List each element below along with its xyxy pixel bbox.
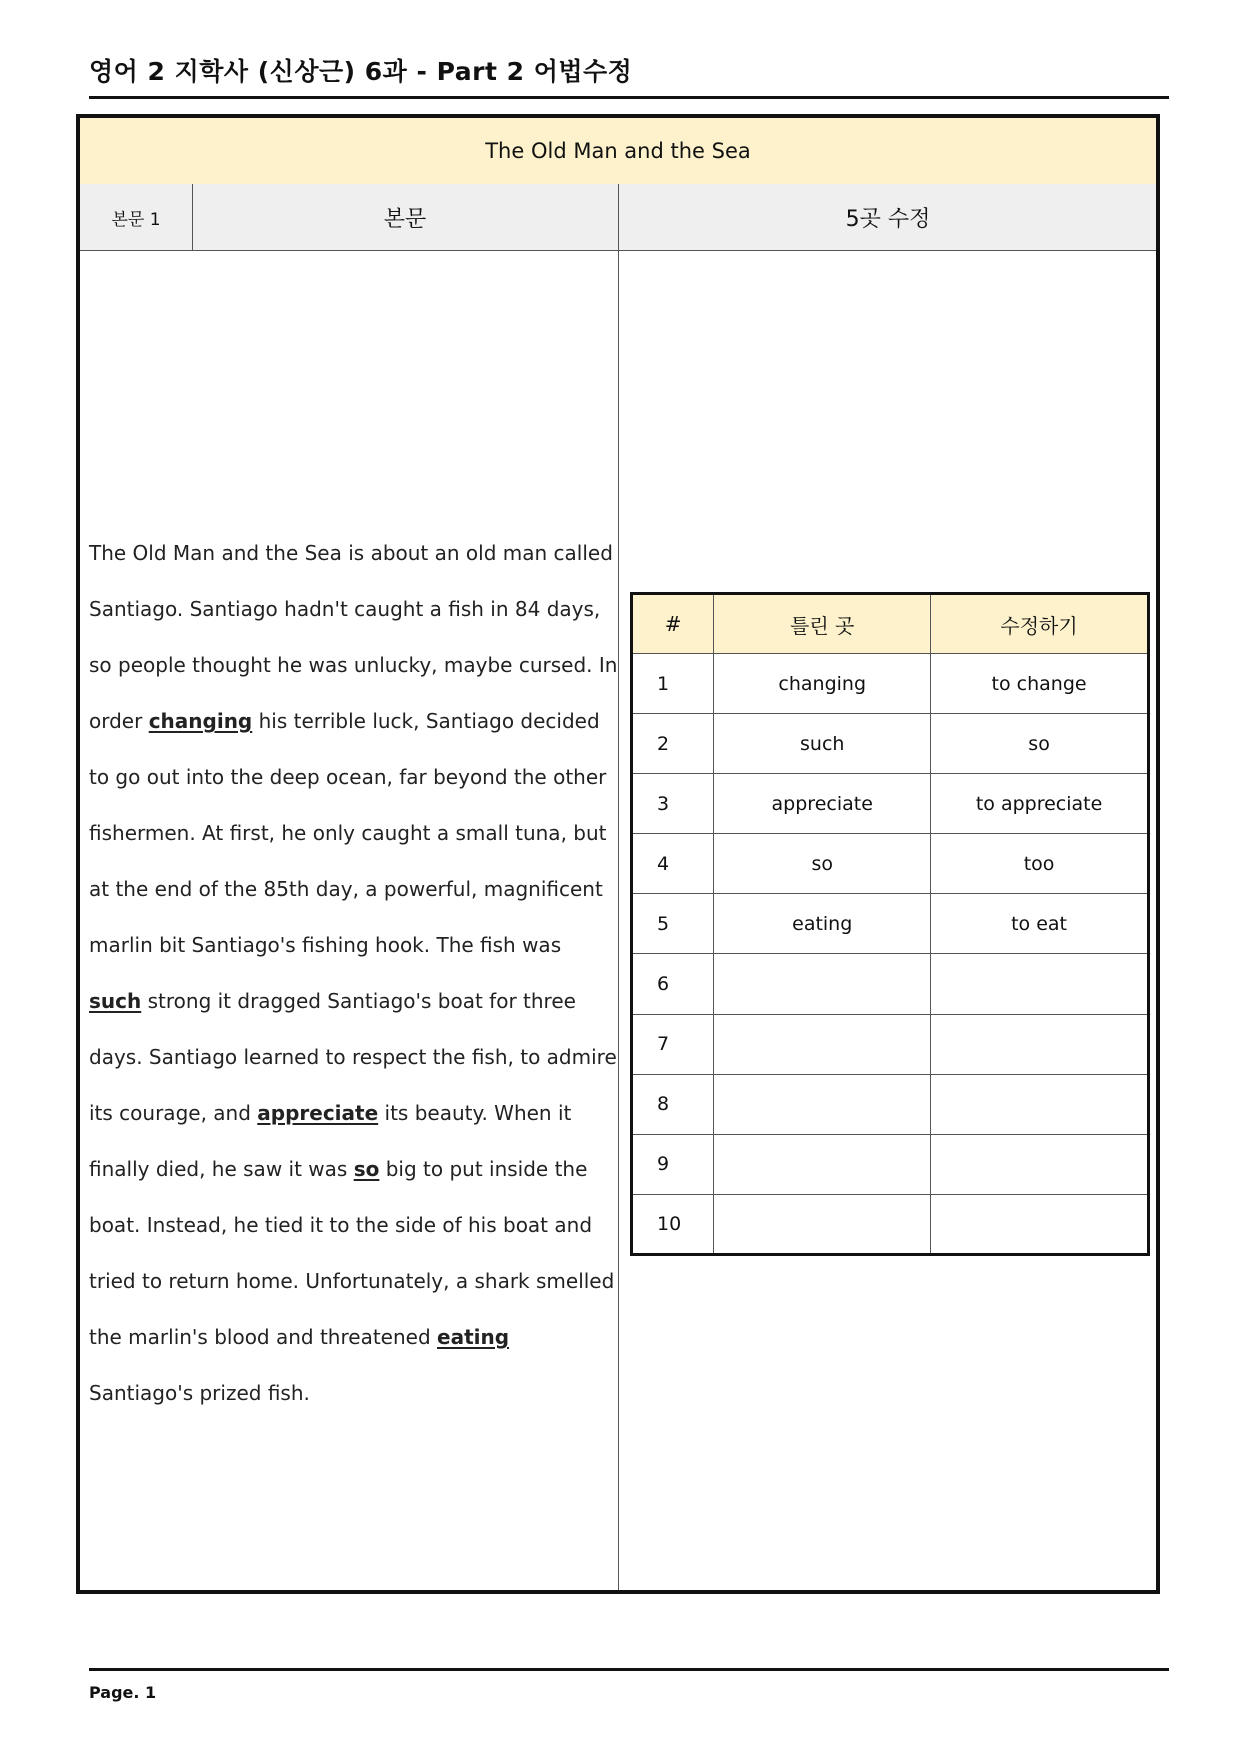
- corrected-word: [931, 1074, 1149, 1134]
- col-wrong-header: 틀린 곳: [714, 594, 931, 654]
- wrong-word: appreciate: [714, 774, 931, 834]
- corrected-word: so: [931, 714, 1149, 774]
- passage-segment: The Old Man and the Sea is about an old man called Santiago. Santiago hadn't caught a fish in 84 days, so people thought he was unlucky, maybe cursed. In order: [89, 541, 618, 733]
- row-number: 4: [632, 834, 714, 894]
- row-number: 10: [632, 1194, 714, 1254]
- page-title: 영어 2 지학사 (신상근) 6과 - Part 2 어법수정: [89, 57, 633, 86]
- passage-segment: Santiago's prized fish.: [89, 1381, 310, 1405]
- worksheet: [76, 114, 1160, 1594]
- column-header-row: [80, 184, 1156, 251]
- correction-row: [632, 954, 1149, 1014]
- correction-row: [632, 1134, 1149, 1194]
- passage-segment: his terrible luck, Santiago decided to go out into the deep ocean, far beyond the other fishermen. At first, he only caught a small tuna, but at the end of the 85th day, a powerful, magnificent marlin bit Santiago's fishing hook. The fish was: [89, 709, 607, 957]
- page-number: Page. 1: [89, 1683, 157, 1702]
- row-number: 6: [632, 954, 714, 1014]
- row-number: 2: [632, 714, 714, 774]
- corrected-word: too: [931, 834, 1149, 894]
- corrections-table: [630, 592, 1150, 1256]
- corrected-word: [931, 954, 1149, 1014]
- corrections-header: 5곳 수정: [618, 184, 1157, 250]
- marked-word: changing: [148, 709, 253, 733]
- corrected-word: to eat: [931, 894, 1149, 954]
- wrong-word: such: [714, 714, 931, 774]
- correction-row: [632, 714, 1149, 774]
- corrected-word: [931, 1194, 1149, 1254]
- corrected-word: [931, 1134, 1149, 1194]
- marked-word: so: [353, 1157, 380, 1181]
- passage-segment: big to put inside the boat. Instead, he tied it to the side of his boat and tried to return home. Unfortunately, a shark smelled the marlin's blood and threatened: [89, 1157, 615, 1349]
- corrected-word: [931, 1014, 1149, 1074]
- col-number-header: #: [632, 594, 714, 654]
- wrong-word: changing: [714, 654, 931, 714]
- passage-segment: strong it dragged Santiago's boat for three days. Santiago learned to respect the fish, to admire its courage, and: [89, 989, 617, 1125]
- row-number: 5: [632, 894, 714, 954]
- passage-segment: its beauty. When it finally died, he saw it was: [89, 1101, 572, 1181]
- passage-label: 본문 1: [80, 184, 193, 250]
- wrong-word: [714, 954, 931, 1014]
- row-number: 9: [632, 1134, 714, 1194]
- corrected-word: to change: [931, 654, 1149, 714]
- passage-header: 본문: [383, 206, 427, 232]
- correction-row: [632, 1194, 1149, 1254]
- wrong-word: [714, 1014, 931, 1074]
- correction-row: [632, 894, 1149, 954]
- row-number: 3: [632, 774, 714, 834]
- wrong-word: [714, 1074, 931, 1134]
- row-number: 1: [632, 654, 714, 714]
- marked-word: appreciate: [257, 1101, 379, 1125]
- corrected-word: to appreciate: [931, 774, 1149, 834]
- passage-text: [89, 525, 619, 1421]
- row-number: 8: [632, 1074, 714, 1134]
- correction-row: [632, 654, 1149, 714]
- sheet-title: The Old Man and the Sea: [80, 118, 1156, 185]
- wrong-word: so: [714, 834, 931, 894]
- marked-word: such: [89, 989, 142, 1013]
- correction-row: [632, 834, 1149, 894]
- wrong-word: [714, 1134, 931, 1194]
- col-correct-header: 수정하기: [931, 594, 1149, 654]
- wrong-word: [714, 1194, 931, 1254]
- corrections-table-header: [632, 594, 1149, 654]
- header-divider: [89, 96, 1169, 99]
- row-number: 7: [632, 1014, 714, 1074]
- correction-row: [632, 1014, 1149, 1074]
- marked-word: eating: [437, 1325, 510, 1349]
- correction-row: [632, 1074, 1149, 1134]
- footer-divider: [89, 1668, 1169, 1671]
- wrong-word: eating: [714, 894, 931, 954]
- correction-row: [632, 774, 1149, 834]
